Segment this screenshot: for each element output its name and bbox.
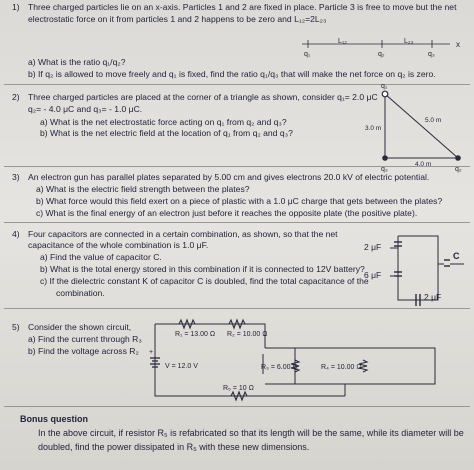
q2-line2: q₂= - 4.0 μC and q₃= - 1.0 μC. bbox=[28, 104, 143, 114]
q4-number: 4) bbox=[12, 229, 20, 239]
q3-part-b: b) What force would this field exert on a piece of plastic with a 1.0 μC charge that gets between the plates? bbox=[36, 196, 443, 206]
q5-part-a: a) Find the current through R₃ bbox=[28, 334, 142, 344]
q2-label: q₂ bbox=[378, 51, 385, 58]
cap-c-label: C bbox=[453, 251, 460, 261]
charge-q2-dot bbox=[455, 155, 461, 161]
q2-part-a: a) What is the net electrostatic force acting on q₁ from q₂ and q₃? bbox=[40, 117, 287, 127]
q3-part-c: c) What is the final energy of an electron just before it reaches the opposite plate (the positive plate). bbox=[36, 208, 418, 218]
tri-q3-label: q₃ bbox=[381, 166, 388, 173]
q1-part-b: b) If q₂ is allowed to move freely and q₁ is fixed, find the ratio q₁/q₃ that will make the net force on q₂ is zero. bbox=[28, 69, 436, 79]
voltage-label: V = 12.0 V bbox=[165, 363, 198, 370]
dist-q1-q3-label: 3.0 m bbox=[365, 125, 382, 132]
l23-label: L₂₃ bbox=[404, 38, 414, 45]
r3-label: R₃ = 6.00 Ω bbox=[261, 364, 298, 371]
r5-label: R₅ = 10 Ω bbox=[223, 385, 254, 392]
bonus-title: Bonus question bbox=[20, 414, 88, 424]
divider bbox=[4, 406, 470, 407]
q5-number: 5) bbox=[12, 322, 20, 332]
divider bbox=[4, 308, 470, 309]
q4-part-c-line1: c) If the dielectric constant K of capacitor C is doubled, find the total capacitance of the bbox=[40, 276, 369, 286]
q1-line2: electrostatic force on it from particles 1 and 2 happens to be zero and L₁₂=2L₂₃ bbox=[28, 14, 327, 24]
tri-q2-label: q₂ bbox=[455, 166, 462, 173]
cap-2uf-bottom-label: 2 μF bbox=[424, 292, 442, 302]
r4-label: R₄ = 10.00 Ω bbox=[321, 364, 362, 371]
dist-q1-q2-label: 5.0 m bbox=[425, 117, 442, 124]
q3-part-a: a) What is the electric field strength between the plates? bbox=[36, 184, 250, 194]
q4-capacitor-diagram bbox=[360, 228, 470, 308]
q3-number: 3) bbox=[12, 172, 20, 182]
l12-label: L₁₂ bbox=[338, 38, 347, 45]
cap-2uf-top-label: 2 μF bbox=[364, 242, 382, 252]
bonus-line2: doubled, find the power dissipated in R₅ with these new dimensions. bbox=[38, 442, 310, 452]
q2-line1: Three charged particles are placed at the corner of a triangle as shown, consider q₁= 2.0 μC bbox=[28, 92, 378, 102]
q1-line1: Three charged particles lie on an x-axis. Particles 1 and 2 are fixed in place. Particle 3 is free to move but the net bbox=[28, 2, 457, 12]
q5-circuit-diagram bbox=[145, 314, 470, 404]
x-label: x bbox=[456, 40, 460, 49]
q3-line1: An electron gun has parallel plates separated by 5.00 cm and gives electrons 20.0 kV of electric potential. bbox=[28, 172, 430, 182]
battery-plus-sign: + bbox=[149, 349, 154, 356]
q1-axis-diagram bbox=[300, 34, 470, 64]
q1-number: 1) bbox=[12, 2, 20, 12]
side-q1-q2 bbox=[385, 94, 458, 158]
q1-label: q₁ bbox=[304, 51, 311, 58]
q3-label: q₃ bbox=[428, 51, 435, 58]
q2-triangle-diagram bbox=[355, 82, 470, 174]
q4-part-a: a) Find the value of capacitor C. bbox=[40, 252, 162, 262]
q5-part-b: b) Find the voltage across R₂ bbox=[28, 346, 139, 356]
q2-part-b: b) What is the net electric field at the location of q₁ from q₂ and q₃? bbox=[40, 128, 293, 138]
divider bbox=[4, 222, 470, 223]
q4-line2: capacitance of the whole combination is 1.0 μF. bbox=[28, 240, 209, 250]
tri-q1-label: q₁ bbox=[381, 83, 388, 90]
r2-label: R₂ = 10.00 Ω bbox=[227, 331, 268, 338]
charge-q1-dot bbox=[382, 91, 388, 97]
q1-part-a: a) What is the ratio q₁/q₂? bbox=[28, 57, 126, 67]
cap-6uf-label: 6 μF bbox=[364, 270, 382, 280]
charge-q3-dot bbox=[382, 155, 388, 161]
divider bbox=[4, 166, 470, 167]
bonus-line1: In the above circuit, if resistor R₅ is refabricated so that its length will be the same, while its diameter will be bbox=[38, 428, 464, 438]
r1-label: R₁ = 13.00 Ω bbox=[175, 331, 216, 338]
capacitor-c-symbol bbox=[444, 260, 450, 266]
dist-q3-q2-label: 4.0 m bbox=[415, 161, 432, 168]
q5-line1: Consider the shown circuit, bbox=[28, 322, 132, 332]
q4-line1: Four capacitors are connected in a certain combination, as shown, so that the net bbox=[28, 229, 338, 239]
q4-part-b: b) What is the total energy stored in this combination if it is connected to 12V battery? bbox=[40, 264, 365, 274]
q4-part-c-line2: combination. bbox=[56, 288, 105, 298]
q2-number: 2) bbox=[12, 92, 20, 102]
